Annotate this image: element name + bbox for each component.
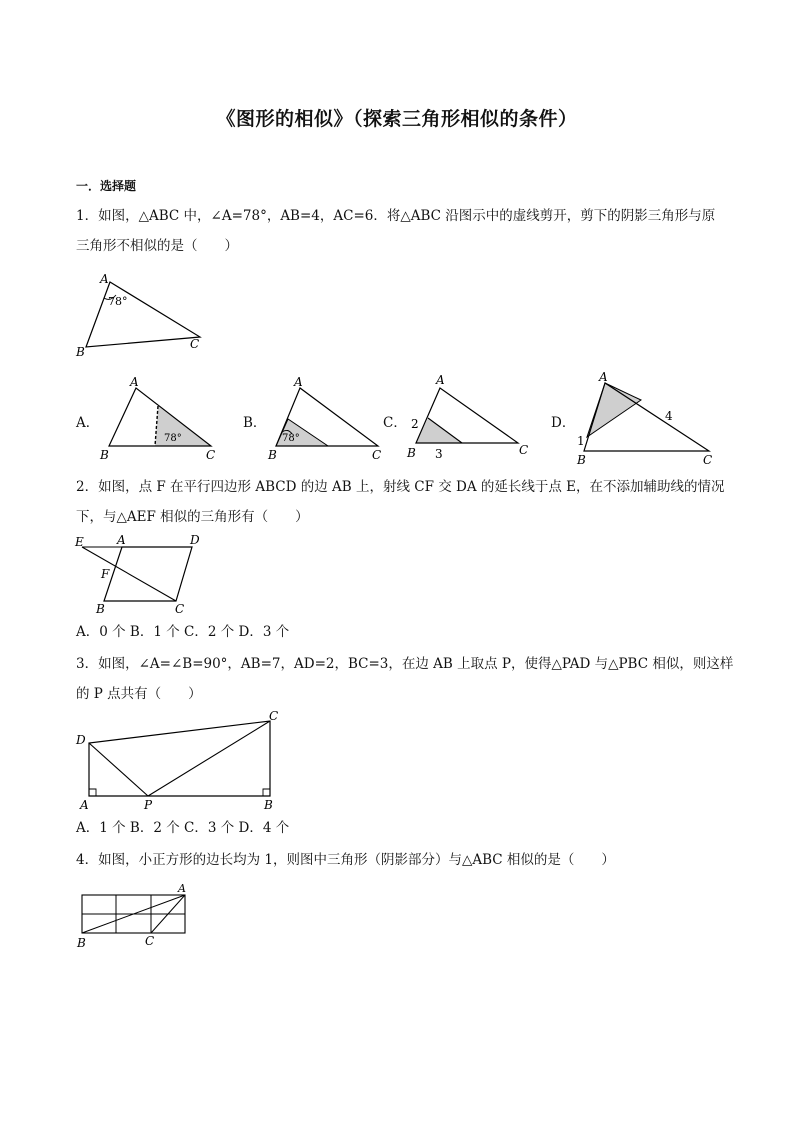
vertex-label-a: A: [130, 375, 139, 389]
segment-pc: [148, 721, 270, 796]
vertex-label-a: A: [436, 373, 445, 387]
question-3-line-1: 3．如图，∠A=∠B=90°，AB=7，AD=2，BC=3，在边 AB 上取点 P，使得△PAD 与△PBC 相似，则这样: [76, 656, 734, 672]
vertex-label-b: B: [264, 798, 273, 812]
vertex-label-b: B: [100, 448, 109, 462]
option-b-figure: [266, 372, 386, 464]
vertex-label-b: B: [407, 446, 416, 460]
question-3-figure: [72, 708, 292, 816]
question-2-line-2: 下，与△AEF 相似的三角形有（ ）: [76, 509, 309, 525]
vertex-label-b: B: [96, 602, 105, 616]
vertex-label-c: C: [372, 448, 382, 462]
vertex-label-f: F: [101, 567, 110, 581]
question-2-figure: [72, 532, 212, 618]
option-d-label: D．: [551, 415, 576, 431]
vertex-label-a: A: [80, 798, 89, 812]
side-label-4: 4: [665, 409, 673, 423]
vertex-label-b: B: [577, 453, 586, 467]
vertex-label-a: A: [100, 272, 109, 286]
vertex-label-p: P: [144, 798, 153, 812]
triangle-abc: [86, 282, 200, 347]
shaded-triangle: [416, 418, 462, 443]
vertex-label-c: C: [703, 453, 713, 467]
question-4-line-1: 4．如图，小正方形的边长均为 1，则图中三角形（阴影部分）与△ABC 相似的是（ ）: [76, 852, 615, 868]
ray-ce: [82, 547, 176, 601]
question-2-line-1: 2．如图，点 F 在平行四边形 ABCD 的边 AB 上，射线 CF 交 DA 的延长线于点 E，在不添加辅助线的情况: [76, 479, 725, 495]
vertex-label-a: A: [294, 375, 303, 389]
vertex-label-b: B: [268, 448, 277, 462]
angle-label: 78°: [108, 295, 128, 308]
shaded-triangle: [587, 383, 641, 437]
option-a-label: A．: [76, 415, 100, 431]
right-angle-b: [263, 789, 270, 796]
outline-adcb: [89, 721, 270, 796]
vertex-label-b: B: [77, 936, 86, 950]
vertex-label-c: C: [206, 448, 216, 462]
angle-label: 78°: [282, 433, 300, 444]
vertex-label-a: A: [178, 882, 186, 895]
vertex-label-e: E: [75, 535, 84, 549]
question-3-options: A．1 个 B．2 个 C．3 个 D．4 个: [76, 820, 290, 836]
question-3-line-2: 的 P 点共有（ ）: [76, 686, 202, 702]
right-angle-a: [89, 789, 96, 796]
vertex-label-a: A: [599, 370, 608, 384]
question-1-line-2: 三角形不相似的是（ ）: [76, 238, 238, 254]
vertex-label-c: C: [190, 337, 200, 351]
question-4-figure: [72, 880, 202, 952]
option-a-figure: [98, 372, 218, 464]
vertex-label-c: C: [269, 709, 279, 723]
vertex-label-c: C: [519, 443, 529, 457]
vertex-label-d: D: [190, 533, 200, 547]
angle-label: 78°: [164, 433, 182, 444]
segment-dp: [89, 743, 148, 796]
option-b-label: B．: [243, 415, 267, 431]
page-title: 《图形的相似》（探索三角形相似的条件）: [216, 108, 578, 130]
option-d-figure: [573, 368, 723, 468]
side-label-2: 2: [411, 417, 419, 431]
vertex-label-a: A: [117, 533, 126, 547]
question-1-main-figure: [70, 268, 210, 358]
question-2-options: A．0 个 B．1 个 C．2 个 D．3 个: [76, 624, 290, 640]
vertex-label-b: B: [76, 345, 85, 359]
vertex-label-d: D: [76, 733, 86, 747]
side-label-3: 3: [435, 447, 443, 461]
option-c-figure: [400, 372, 540, 464]
question-1-line-1: 1．如图，△ABC 中，∠A=78°，AB=4，AC=6．将△ABC 沿图示中的虚线剪开，剪下的阴影三角形与原: [76, 208, 716, 224]
vertex-label-c: C: [145, 934, 155, 948]
option-c-label: C．: [383, 415, 407, 431]
section-heading: 一．选择题: [76, 179, 137, 193]
parallelogram-abcd: [104, 547, 192, 601]
side-label-1: 1: [577, 434, 585, 448]
vertex-label-c: C: [175, 602, 185, 616]
